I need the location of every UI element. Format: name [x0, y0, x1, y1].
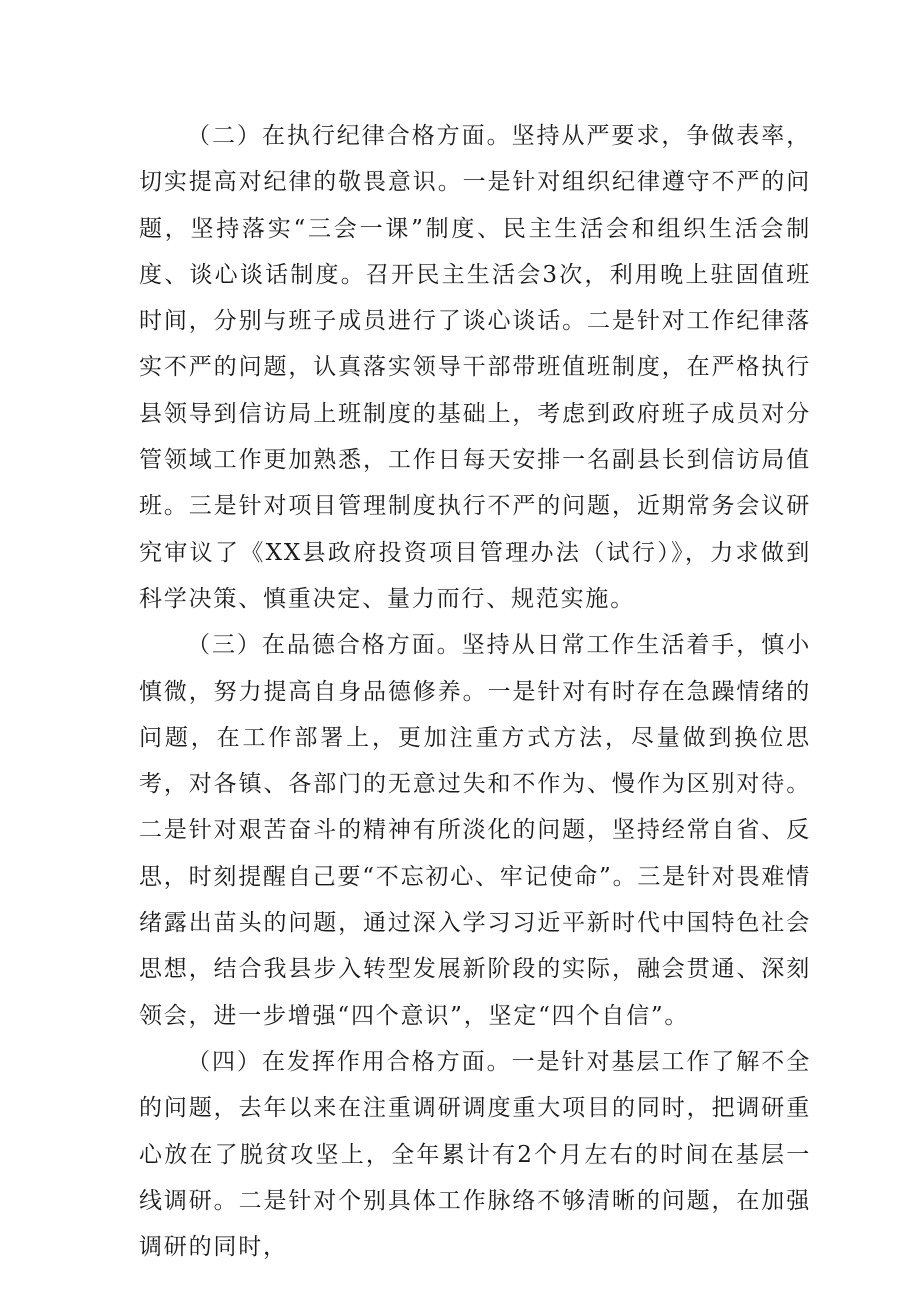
document-body: [139, 113, 811, 1270]
paragraph-section-2: （二）在执行纪律合格方面。坚持从严要求，争做表率，切实提高对纪律的敬畏意识。一是针对组织纪律遵守不严的问题，坚持落实“三会一课”制度、民主生活会和组织生活会制度、谈心谈话制度。召开民主生活会3次，利用晚上驻固值班时间，分别与班子成员进行了谈心谈话。二是针对工作纪律落实不严的问题，认真落实领导干部带班值班制度，在严格执行县领导到信访局上班制度的基础上，考虑到政府班子成员对分管领域工作更加熟悉，工作日每天安排一名副县长到信访局值班。三是针对项目管理制度执行不严的问题，近期常务会议研究审议了《XX县政府投资项目管理办法（试行）》，力求做到科学决策、慎重决定、量力而行、规范实施。: [139, 123, 811, 612]
paragraph-section-4: （四）在发挥作用合格方面。一是针对基层工作了解不全的问题，去年以来在注重调研调度重大项目的同时，把调研重心放在了脱贫攻坚上，全年累计有2个月左右的时间在基层一线调研。二是针对个别具体工作脉络不够清晰的问题，在加强调研的同时，: [139, 1048, 811, 1261]
paragraph-section-3: （三）在品德合格方面。坚持从日常工作生活着手，慎小慎微，努力提高自身品德修养。一是针对有时存在急躁情绪的问题，在工作部署上，更加注重方式方法，尽量做到换位思考，对各镇、各部门的无意过失和不作为、慢作为区别对待。二是针对艰苦奋斗的精神有所淡化的问题，坚持经常自省、反思，时刻提醒自己要“不忘初心、牢记使命”。三是针对畏难情绪露出苗头的问题，通过深入学习习近平新时代中国特色社会思想，结合我县步入转型发展新阶段的实际，融会贯通、深刻领会，进一步增强“四个意识”，坚定“四个自信”。: [139, 632, 811, 1029]
